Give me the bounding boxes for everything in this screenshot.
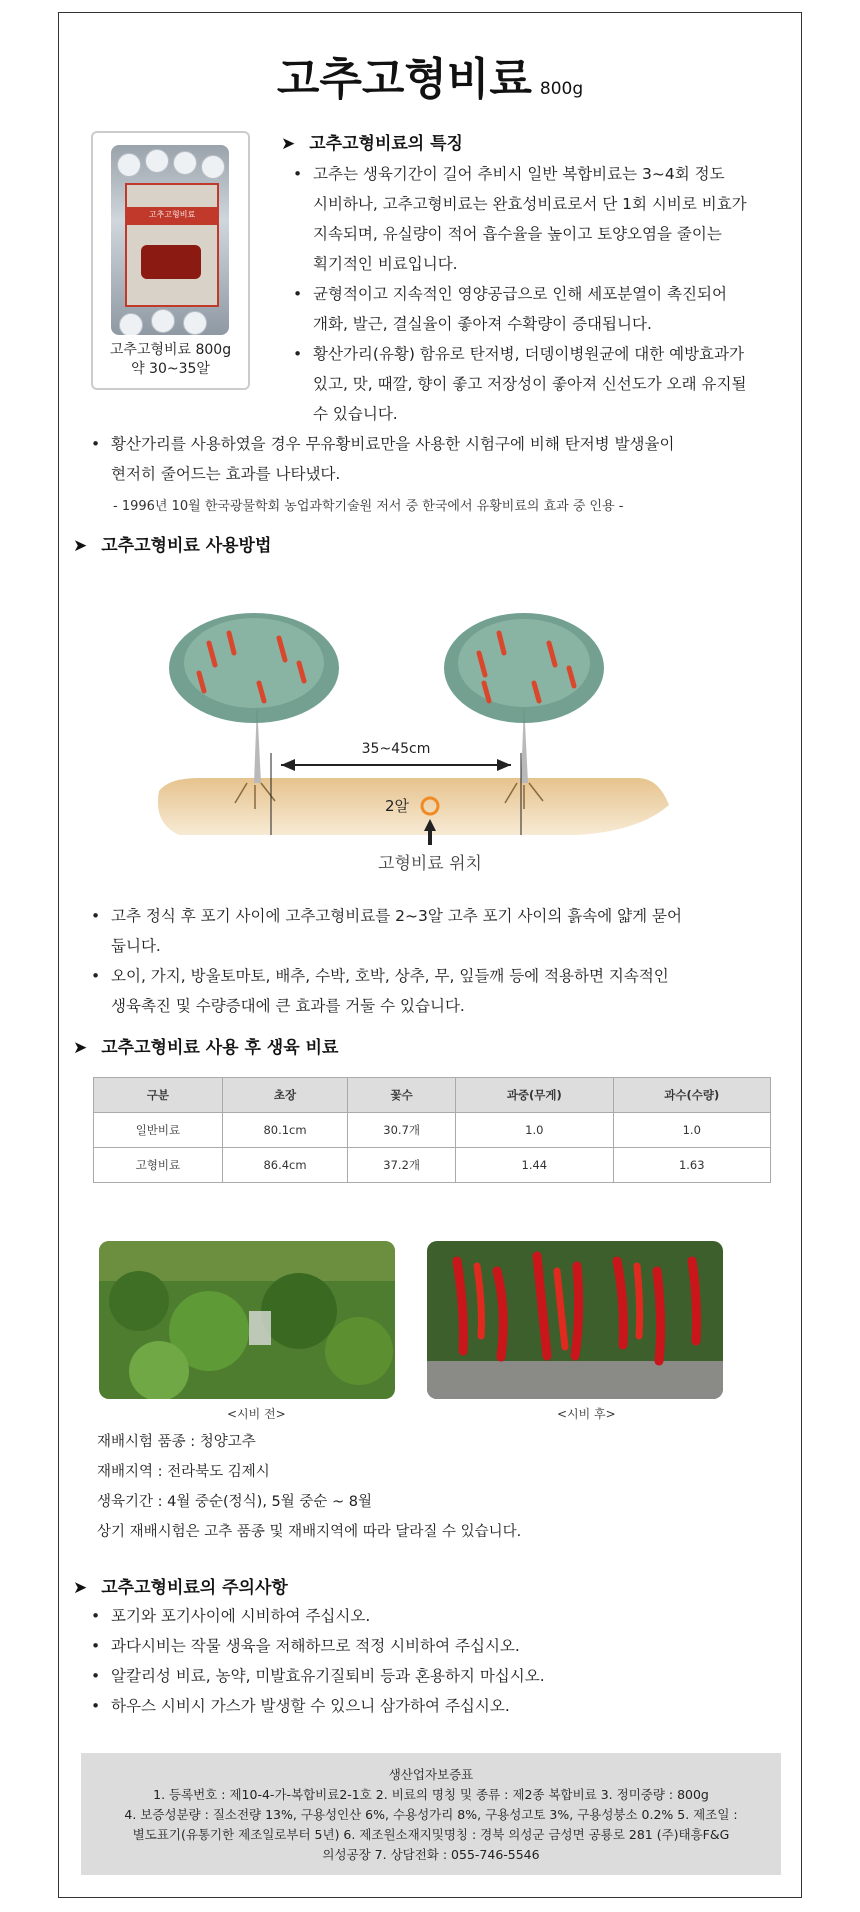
list-item: • 알칼리성 비료, 농약, 미발효유기질퇴비 등과 혼용하지 마십시오. <box>91 1667 545 1685</box>
distance-label: 35~45cm <box>361 741 431 757</box>
table-row: 고형비료 86.4cm 37.2개 1.44 1.63 <box>94 1148 771 1183</box>
guarantee-title: 생산업자보증표 <box>388 1767 474 1782</box>
after-fertilizing-photo <box>427 1241 723 1399</box>
list-item: 획기적인 비료입니다. <box>313 255 458 273</box>
package-label-text: 고추고형비료 <box>148 210 196 219</box>
title-weight: 800g <box>539 79 584 99</box>
list-item: • 황산가리(유황) 함유로 탄저병, 더뎅이병원균에 대한 예방효과가 <box>293 345 744 363</box>
usage-heading: ➤ 고추고형비료 사용방법 <box>73 536 272 556</box>
product-caption-weight: 고추고형비료 800g <box>109 342 232 358</box>
count-label: 2알 <box>384 797 409 815</box>
trial-period: 생육기간 : 4월 중순(정식), 5월 중순 ~ 8월 <box>97 1494 372 1510</box>
list-item: 시비하나, 고추고형비료는 완효성비료로서 단 1회 시비로 비효가 <box>313 195 747 213</box>
before-photo-caption: <시비 전> <box>227 1407 286 1421</box>
list-item: • 고추는 생육기간이 길어 추비시 일반 복합비료는 3~4회 정도 <box>293 165 725 183</box>
trial-info <box>97 1427 521 1547</box>
soil-mound <box>158 778 669 835</box>
planting-diagram <box>139 573 699 893</box>
product-caption-count: 약 30~35알 <box>131 361 210 377</box>
growth-comparison-table <box>93 1077 771 1183</box>
before-fertilizing-photo <box>99 1241 395 1399</box>
comparison-heading: ➤ 고추고형비료 사용 후 생육 비료 <box>73 1038 339 1058</box>
list-item: • 포기와 포기사이에 시비하여 주십시오. <box>91 1607 371 1625</box>
package-label <box>125 183 219 307</box>
table-header: 초장 <box>222 1078 347 1113</box>
usage-list: • 고추 정식 후 포기 사이에 고추고형비료를 2~3알 고추 포기 사이의 흙속에 얇게 묻어 둡니다. • 오이, 가지, 방울토마토, 배추, 수박, 호박, 상추, 무, 잎들깨 등에 적용하면 지속적인 생육촉진 및 수량증대에 큰 효과를 거둘 수 있습니다. <box>91 907 682 1015</box>
list-item: 지속되며, 유실량이 적어 흡수율을 높이고 토양오염을 줄이는 <box>313 225 722 243</box>
trial-variety: 재배시험 품종 : 청양고추 <box>97 1434 256 1450</box>
list-item: • 하우스 시비시 가스가 발생할 수 있으니 삼가하여 주십시오. <box>91 1697 510 1715</box>
cautions-list <box>89 1601 789 1721</box>
producer-guarantee: 생산업자보증표 1. 등록번호 : 제10-4-가-복합비료2-1호 2. 비료의 명칭 및 종류 : 제2종 복합비료 3. 정미중량 : 800g 4. 보증성분량 : 질소전량 13%, 구용성인산 6%, 수용성가리 8%, 구용성고토 3%, 구용성붕소 0.2% 5. 제조일 : 별도표기(유통기한 제조일로부터 5년) 6. 제조원소재지및명칭 : 경북 의성군 금성면 공룡로 281 (주)태흥F&G 의성공장 7. 상담전화 : 055-746-5546 <box>81 1753 781 1875</box>
product-package-image <box>111 145 229 335</box>
page-title <box>59 43 801 107</box>
product-caption <box>93 341 248 379</box>
table-header-row <box>94 1078 771 1113</box>
table-header: 과수(수량) <box>613 1078 770 1113</box>
table-row: 일반비료 80.1cm 30.7개 1.0 1.0 <box>94 1113 771 1148</box>
list-item: • 과다시비는 작물 생육을 저해하므로 적정 시비하여 주십시오. <box>91 1637 520 1655</box>
features-heading: ➤ 고추고형비료의 특징 <box>281 134 463 154</box>
list-item: 개화, 발근, 결실율이 좋아져 수확량이 증대됩니다. <box>313 315 652 333</box>
trial-note: 상기 재배시험은 고추 품종 및 재배지역에 따라 달라질 수 있습니다. <box>97 1524 522 1540</box>
list-item: 수 있습니다. <box>313 405 398 423</box>
table-header: 구분 <box>94 1078 223 1113</box>
features-list <box>291 159 781 429</box>
citation: - 1996년 10월 한국광물학회 농업과학기술원 저서 중 한국에서 유황비료의 효과 중 인용 - <box>113 499 624 514</box>
after-photo-caption: <시비 후> <box>557 1407 616 1421</box>
list-item: • 균형적이고 지속적인 영양공급으로 인해 세포분열이 촉진되어 <box>293 285 727 303</box>
list-item: 있고, 맛, 때깔, 향이 좋고 저장성이 좋아져 신선도가 오래 유지될 <box>313 375 747 393</box>
title-text: 고추고형비료 <box>276 54 532 105</box>
table-header: 과중(무게) <box>456 1078 613 1113</box>
trial-region: 재배지역 : 전라북도 김제시 <box>97 1464 270 1480</box>
position-label: 고형비료 위치 <box>378 854 482 874</box>
table-header: 꽃수 <box>348 1078 456 1113</box>
product-detail-page <box>58 12 802 1898</box>
product-image-box <box>91 131 250 390</box>
sulfur-effect-note: • 황산가리를 사용하였을 경우 무유황비료만을 사용한 시험구에 비해 탄저병 발생율이 현저히 줄어드는 효과를 나타냈다. <box>91 435 675 483</box>
cautions-heading: ➤ 고추고형비료의 주의사항 <box>73 1578 288 1598</box>
